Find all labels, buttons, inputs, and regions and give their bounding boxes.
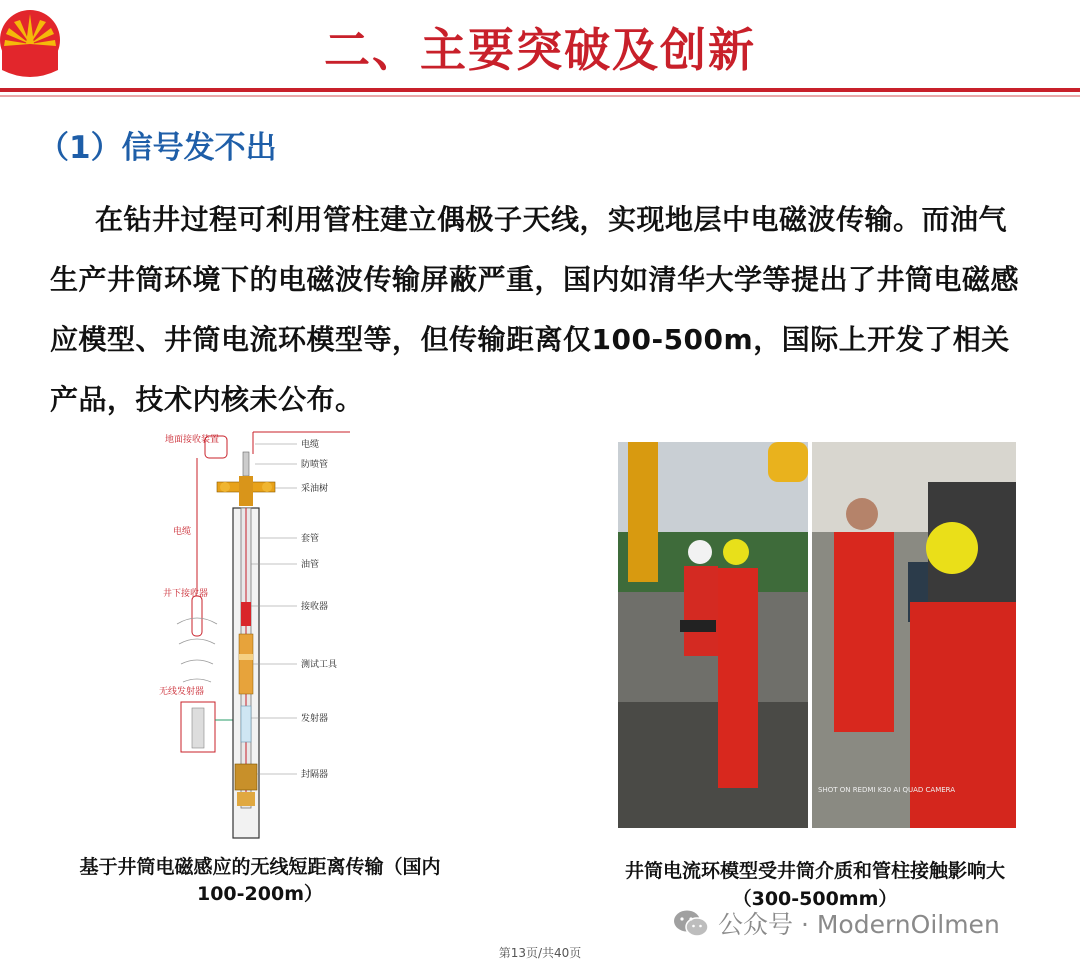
label-surface-receiver: 地面接收装置: [165, 435, 220, 445]
label-packer: 封隔器: [301, 770, 329, 780]
watermark-text: 公众号 · ModernOilmen: [718, 910, 1000, 939]
section-heading: （1）信号发不出: [38, 130, 277, 166]
figure-right-caption-line1: 井筒电流环模型受井筒介质和管柱接触影响大: [624, 860, 1005, 882]
label-cable: 电缆: [301, 440, 320, 450]
body-paragraph: 在钻井过程可利用管柱建立偶极子天线，实现地层中电磁波传输。而油气生产井筒环境下的电磁波传输屏蔽严重，国内如清华大学等提出了井筒电磁感应模型、井筒电流环模型等，但传输距离仅100-500m，国际上开发了相关产品，技术内核未公布。: [50, 203, 1020, 416]
header-divider: [0, 88, 1080, 92]
label-blowout-preventer: 防喷管: [301, 460, 329, 470]
label-downhole-receiver: 井下接收器: [163, 589, 209, 599]
header-divider-light: [0, 95, 1080, 97]
wechat-icon: [672, 908, 710, 938]
label-transmitter: 发射器: [301, 714, 329, 724]
label-receiver: 接收器: [301, 602, 329, 612]
page-number: 第13页/共40页: [498, 946, 582, 960]
photo-stamp: SHOT ON REDMI K30 AI QUAD CAMERA: [818, 786, 956, 794]
label-test-tool: 测试工具: [301, 660, 338, 670]
label-wireless-transmitter: 无线发射器: [159, 687, 205, 697]
wellbore-diagram: [155, 424, 365, 844]
figure-left-caption: 基于井筒电磁感应的无线短距离传输（国内100-200m）: [79, 856, 441, 905]
label-cable-left: 电缆: [173, 527, 192, 537]
label-casing: 套管: [301, 534, 320, 544]
watermark: [672, 906, 1000, 940]
figure-right-caption-line2: （300-500mm）: [732, 888, 898, 910]
field-photo: [618, 442, 1016, 828]
label-christmas-tree: 采油树: [301, 484, 329, 494]
page-title: 二、主要突破及创新: [324, 23, 756, 77]
label-tubing: 油管: [301, 560, 320, 570]
